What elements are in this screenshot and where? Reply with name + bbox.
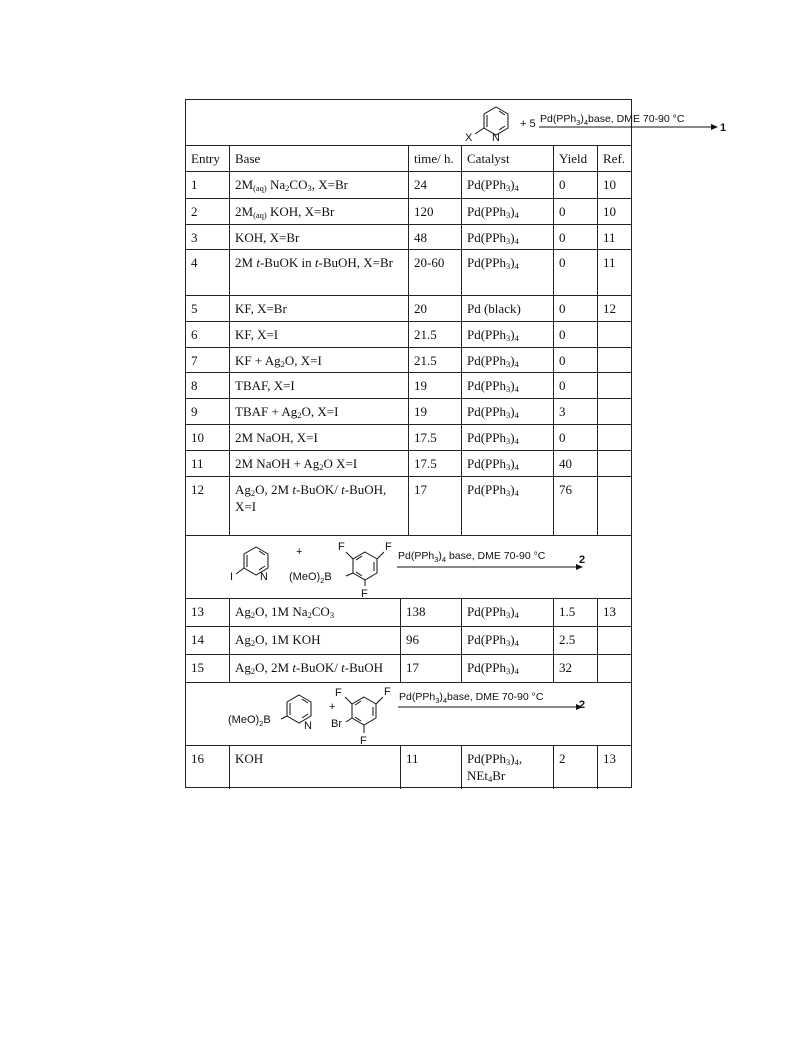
scheme-1-structures bbox=[186, 100, 727, 145]
cell-catalyst: $Pd(PPh_3)_4$ bbox=[461, 199, 553, 225]
fluoro-top-right-label: F bbox=[385, 541, 392, 553]
fluoro-top-left-label: F bbox=[335, 687, 342, 699]
arrow-conditions-label: $Pd(PPh_3)_4base$, DME 70-90 °C bbox=[399, 691, 544, 705]
cell-ref bbox=[597, 373, 631, 399]
cell-yield: 76 bbox=[553, 477, 597, 536]
cell-entry: 12 bbox=[191, 482, 204, 497]
cell-entry: 14 bbox=[191, 632, 204, 647]
cell-catalyst: $Pd(PPh_3)_4$ bbox=[461, 373, 553, 399]
cell-base: $Ag_2O$, 2M t-BuOK/ t-BuOH bbox=[229, 655, 400, 683]
cell-yield: 0 bbox=[553, 172, 597, 199]
cell-yield: 0 bbox=[553, 322, 597, 348]
bromo-label: Br bbox=[331, 718, 342, 730]
cell-ref bbox=[597, 348, 631, 373]
cell-entry: 3 bbox=[191, 230, 198, 245]
scheme-2-structures bbox=[186, 536, 631, 599]
iodo-label: I bbox=[230, 571, 234, 583]
cell-entry: 11 bbox=[191, 456, 204, 471]
header-entry: Entry bbox=[191, 151, 220, 166]
cell-entry: 4 bbox=[191, 255, 198, 270]
cell-time: 20 bbox=[408, 296, 461, 322]
cell-entry: 6 bbox=[191, 327, 198, 342]
table-row bbox=[186, 171, 631, 199]
table-row bbox=[186, 450, 631, 477]
cell-ref bbox=[597, 477, 631, 536]
cell-catalyst: Pd (black) bbox=[461, 296, 553, 322]
pyridine-nitrogen-label: N bbox=[304, 720, 312, 732]
cell-yield: 40 bbox=[553, 451, 597, 477]
cell-time: 17 bbox=[400, 655, 461, 683]
cell-ref: 11 bbox=[597, 225, 631, 250]
cell-ref bbox=[597, 322, 631, 348]
reaction-scheme-1 bbox=[186, 100, 727, 145]
cell-base: 2M t-BuOK in t-BuOH, X=Br bbox=[229, 250, 408, 296]
product-number-label: 1 bbox=[720, 122, 727, 134]
cell-catalyst: $Pd(PPh_3)_4$ bbox=[461, 322, 553, 348]
cell-entry: 15 bbox=[191, 660, 204, 675]
cell-entry: 8 bbox=[191, 378, 198, 393]
cell-catalyst: $Pd(PPh_3)_4$ bbox=[461, 655, 553, 683]
fluoro-top-right-label: F bbox=[384, 686, 391, 698]
table-header-row bbox=[186, 145, 631, 172]
cell-catalyst: $Pd(PPh_3)_4$ bbox=[461, 250, 553, 296]
cell-yield: 0 bbox=[553, 348, 597, 373]
fluoro-bottom-label: F bbox=[361, 588, 368, 600]
cell-catalyst: $Pd(PPh_3)_4$, NEt$_4$Br bbox=[461, 746, 553, 789]
arrow-conditions-label: $Pd(PPh_3)_4base$, DME 70-90 °C bbox=[540, 113, 685, 127]
cell-yield: 32 bbox=[553, 655, 597, 683]
product-number-label: 2 bbox=[579, 699, 586, 711]
cell-time: 21.5 bbox=[408, 348, 461, 373]
cell-yield: 0 bbox=[553, 425, 597, 451]
cell-entry: 13 bbox=[191, 604, 204, 619]
cell-ref bbox=[597, 399, 631, 425]
cell-yield: 0 bbox=[553, 373, 597, 399]
cell-ref: 13 bbox=[597, 746, 631, 789]
fluoro-bottom-label: F bbox=[360, 735, 367, 747]
cell-yield: 3 bbox=[553, 399, 597, 425]
cell-ref: 10 bbox=[597, 172, 631, 199]
table-row bbox=[186, 295, 631, 322]
table-row bbox=[186, 198, 631, 225]
table-row bbox=[186, 321, 631, 348]
cell-time: 17 bbox=[408, 477, 461, 536]
table-row bbox=[186, 424, 631, 451]
arrow-conditions-label: $Pd(PPh_3)_4$ base, DME 70-90 °C bbox=[398, 550, 546, 564]
cell-catalyst: $Pd(PPh_3)_4$ bbox=[461, 599, 553, 627]
cell-ref bbox=[597, 451, 631, 477]
table-row bbox=[186, 654, 631, 683]
header-time: time/ h. bbox=[408, 146, 461, 172]
cell-time: 21.5 bbox=[408, 322, 461, 348]
cell-base: 2M NaOH + $Ag_2O$ X=I bbox=[229, 451, 408, 477]
cell-catalyst: $Pd(PPh_3)_4$ bbox=[461, 425, 553, 451]
cell-ref bbox=[597, 627, 631, 655]
cell-yield: 2 bbox=[553, 746, 597, 789]
cell-catalyst: $Pd(PPh_3)_4$ bbox=[461, 399, 553, 425]
table-row bbox=[186, 372, 631, 399]
cell-catalyst: $Pd(PPh_3)_4$ bbox=[461, 348, 553, 373]
cell-time: 11 bbox=[400, 746, 461, 789]
cell-entry: 1 bbox=[191, 177, 198, 192]
cell-entry: 2 bbox=[191, 204, 198, 219]
cell-time: 17.5 bbox=[408, 451, 461, 477]
cell-entry: 9 bbox=[191, 404, 198, 419]
cell-entry: 10 bbox=[191, 430, 204, 445]
substituent-x-label: X bbox=[465, 132, 473, 144]
cell-yield: 0 bbox=[553, 296, 597, 322]
product-number-label: 2 bbox=[579, 554, 586, 566]
fluoro-top-left-label: F bbox=[338, 541, 345, 553]
cell-base: TBAF, X=I bbox=[229, 373, 408, 399]
header-base: Base bbox=[229, 146, 408, 172]
table-row bbox=[186, 476, 631, 536]
header-yield: Yield bbox=[553, 146, 597, 172]
cell-time: 24 bbox=[408, 172, 461, 199]
cell-base: $2M_{(aq)}$ KOH, X=Br bbox=[229, 199, 408, 225]
cell-base: 2M NaOH, X=I bbox=[229, 425, 408, 451]
header-ref: Ref. bbox=[597, 146, 631, 172]
cell-catalyst: $Pd(PPh_3)_4$ bbox=[461, 172, 553, 199]
cell-entry: 16 bbox=[191, 751, 204, 766]
cell-base: KOH, X=Br bbox=[229, 225, 408, 250]
cell-ref: 11 bbox=[597, 250, 631, 296]
cell-base: $2M_{(aq)}$ $Na_2CO_3$, X=Br bbox=[229, 172, 408, 199]
table-row bbox=[186, 598, 631, 627]
table-row bbox=[186, 249, 631, 296]
table-row bbox=[186, 745, 631, 789]
cell-yield: 0 bbox=[553, 250, 597, 296]
cell-ref: 10 bbox=[597, 199, 631, 225]
cell-entry: 7 bbox=[191, 353, 198, 368]
table-row bbox=[186, 347, 631, 373]
cell-time: 138 bbox=[400, 599, 461, 627]
table-row bbox=[186, 398, 631, 425]
cell-yield: 0 bbox=[553, 225, 597, 250]
scheme-3-structures bbox=[186, 683, 631, 746]
cell-time: 17.5 bbox=[408, 425, 461, 451]
cell-catalyst: $Pd(PPh_3)_4$ bbox=[461, 627, 553, 655]
pyridine-nitrogen-label: N bbox=[260, 571, 268, 583]
plus-sign: + bbox=[296, 546, 303, 558]
boronate-label: $(MeO)_2B$ bbox=[228, 714, 271, 728]
header-catalyst: Catalyst bbox=[461, 146, 553, 172]
pyridine-nitrogen-label: N bbox=[492, 132, 500, 144]
reaction-scheme-2 bbox=[186, 535, 631, 599]
table-row bbox=[186, 626, 631, 655]
cell-ref bbox=[597, 655, 631, 683]
cell-catalyst: $Pd(PPh_3)_4$ bbox=[461, 451, 553, 477]
reaction-conditions-table bbox=[185, 99, 727, 788]
cell-base: $Ag_2O$, 1M KOH bbox=[229, 627, 400, 655]
cell-ref: 12 bbox=[597, 296, 631, 322]
table-row bbox=[186, 224, 631, 250]
cell-ref: 13 bbox=[597, 599, 631, 627]
cell-yield: 0 bbox=[553, 199, 597, 225]
cell-yield: 2.5 bbox=[553, 627, 597, 655]
cell-base: KF, X=I bbox=[229, 322, 408, 348]
cell-base: KF, X=Br bbox=[229, 296, 408, 322]
cell-base: $Ag_2O$, 1M $Na_2CO_3$ bbox=[229, 599, 400, 627]
cell-time: 20-60 bbox=[408, 250, 461, 296]
cell-ref bbox=[597, 425, 631, 451]
reaction-scheme-3 bbox=[186, 682, 631, 746]
cell-catalyst: $Pd(PPh_3)_4$ bbox=[461, 477, 553, 536]
cell-yield: 1.5 bbox=[553, 599, 597, 627]
cell-base: $Ag_2O$, 2M t-BuOK/ t-BuOH, X=I bbox=[229, 477, 408, 536]
cell-time: 120 bbox=[408, 199, 461, 225]
cell-time: 19 bbox=[408, 373, 461, 399]
cell-time: 96 bbox=[400, 627, 461, 655]
boronate-label: $(MeO)_2B$ bbox=[289, 571, 332, 585]
plus-sign: + bbox=[329, 701, 336, 713]
reagent-equivalents-label: + 5 bbox=[520, 118, 536, 130]
cell-time: 19 bbox=[408, 399, 461, 425]
cell-catalyst: $Pd(PPh_3)_4$ bbox=[461, 225, 553, 250]
cell-time: 48 bbox=[408, 225, 461, 250]
cell-entry: 5 bbox=[191, 301, 198, 316]
cell-base: TBAF + $Ag_2O$, X=I bbox=[229, 399, 408, 425]
cell-base: KOH bbox=[229, 746, 400, 789]
cell-base: KF + $Ag_2O$, X=I bbox=[229, 348, 408, 373]
